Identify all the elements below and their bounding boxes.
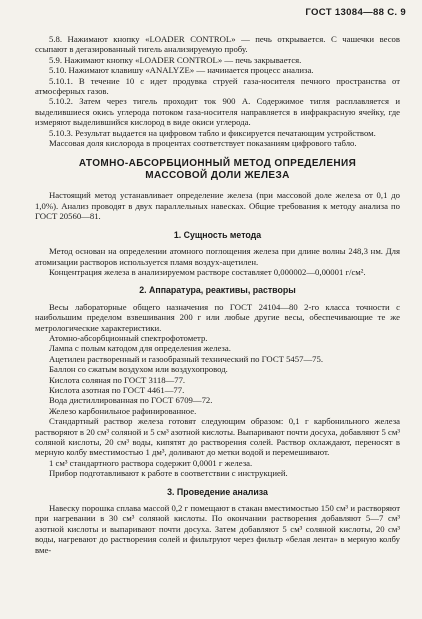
- page-body: [35, 34, 400, 555]
- paragraph: 5.10. Нажимают клавишу «ANALYZE» — начинается процесс анализа.: [49, 65, 314, 76]
- paragraph: 1 см³ стандартного раствора содержит 0,0001 г железа.: [49, 457, 253, 468]
- method-title: [35, 158, 400, 182]
- paragraph: Массовая доля кислорода в процентах соответствует показаниям цифрового табло.: [49, 138, 357, 149]
- paragraph: 5.8. Нажимают кнопку «LOADER CONTROL» — печь открывается. С чашечки весов ссыпают в дегазированный тигель анализируемую пробу.: [35, 34, 400, 55]
- paragraph: Метод основан на определении атомного поглощения железа при длине волны 248,3 нм. Для атомизации растворов используется пламя воздух-ацетилен.: [35, 246, 400, 267]
- section-heading: 3. Проведение анализа: [167, 486, 268, 497]
- paragraph: 5.9. Нажимают кнопку «LOADER CONTROL» — печь закрывается.: [49, 54, 302, 65]
- paragraph: Вода дистиллированная по ГОСТ 6709—72.: [49, 395, 213, 406]
- paragraph: Прибор подготавливают к работе в соответствии с инструкцией.: [49, 468, 288, 479]
- paragraph: Атомно-абсорбционный спектрофотометр.: [49, 332, 208, 343]
- section-heading: 2. Аппаратура, реактивы, растворы: [139, 285, 296, 296]
- page-header: ГОСТ 13084—88 С. 9: [305, 7, 406, 18]
- method-title-line: МАССОВОЙ ДОЛИ ЖЕЛЕЗА: [145, 170, 290, 182]
- section-heading: 1. Сущность метода: [173, 229, 262, 240]
- paragraph: Лампа с полым катодом для определения железа.: [49, 343, 231, 354]
- paragraph: Весы лабораторные общего назначения по ГОСТ 24104—80 2-го класса точности с наибольшим пределом взвешивания 200 г или любые другие весы, обеспечивающие те же метрологические характеристики.: [35, 301, 400, 333]
- intro-paragraph: Настоящий метод устанавливает определение железа (при массовой доле железа от 0,1 до 1,0%). Анализ проводят в двух параллельных навесках. Общие требования к методу анализа по ГОСТ 20560—81.: [35, 190, 400, 222]
- paragraph: Кислота соляная по ГОСТ 3118—77.: [49, 374, 186, 385]
- paragraph: Концентрация железа в анализируемом растворе составляет 0,000002—0,00001 г/см².: [49, 266, 366, 277]
- paragraph: Ацетилен растворенный и газообразный технический по ГОСТ 5457—75.: [49, 353, 324, 364]
- paragraph: Кислота азотная по ГОСТ 4461—77.: [49, 384, 185, 395]
- method-title-line: АТОМНО-АБСОРБЦИОННЫЙ МЕТОД ОПРЕДЕЛЕНИЯ: [78, 158, 357, 170]
- paragraph: Навеску порошка сплава массой 0,2 г помещают в стакан вместимостью 150 см³ и растворяют при нагревании в 30 см³ соляной кислоты. По окончании растворения добавляют 5—7 см³ азотной кислоты и выпаривают почти досуха. Затем добавляют 5 см³ соляной кислоты, 20 см³ воды, нагревают до растворения солей и фильтруют через фильтр «белая лента» в мерную колбу вме-: [35, 503, 400, 555]
- paragraph: Стандартный раствор железа готовят следующим образом: 0,1 г карбонильного железа растворяют в 20 см³ соляной и 5 см³ азотной кислоты. Выпаривают почти досуха, добавляют 5 см³ соляной кислоты, 20 см³ воды, кипятят до растворения солей. Раствор охлаждают, переносят в мерную колбу вместимостью 1 дм³, доливают до метки водой и перемешивают.: [35, 416, 400, 458]
- paragraph: Железо карбонильное рафинированное.: [49, 405, 197, 416]
- paragraph: 5.10.1. В течение 10 с идет продувка струей газа-носителя печного пространства от атмосферных газов.: [35, 75, 400, 97]
- paragraph: Баллон со сжатым воздухом или воздухопровод.: [49, 364, 228, 375]
- paragraph: 5.10.2. Затем через тигель проходит ток 900 А. Содержимое тигля расплавляется и выделившиеся окись углерода потоком газа-носителя направляется в инфракрасную ячейку, где измеряют выделившийся кислород в виде окиси углерода.: [35, 96, 400, 128]
- paragraph: 5.10.3. Результат выдается на цифровом табло и фиксируется печатающим устройством.: [49, 127, 376, 138]
